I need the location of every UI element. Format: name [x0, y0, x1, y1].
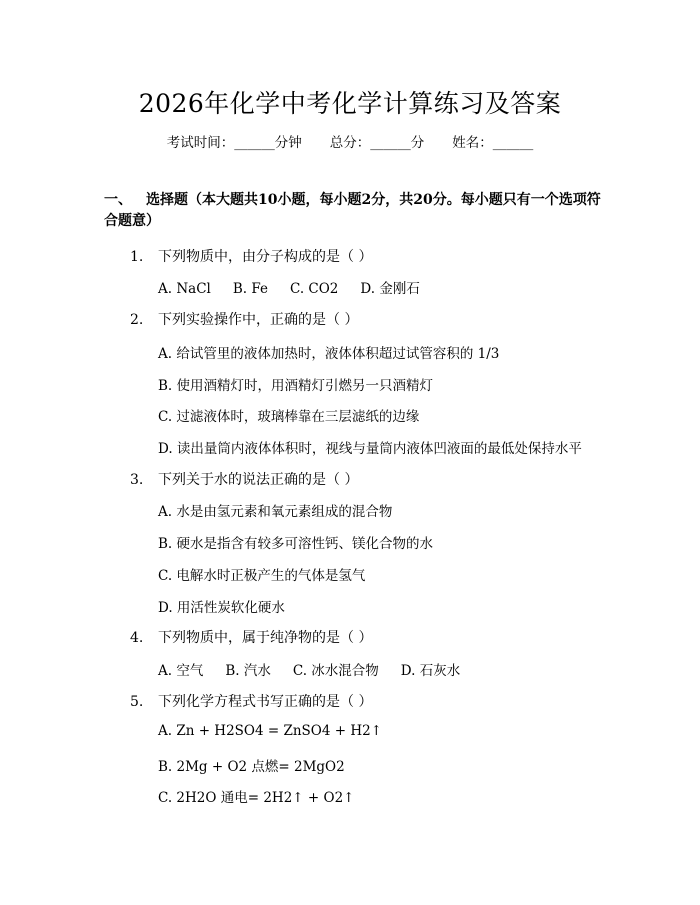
- section-heading: [104, 190, 604, 232]
- section-text: 选择题（本大题共10小题，每小题2分，共20分。每小题只有一个选项符合题意）: [104, 192, 601, 229]
- question-5-option-a: A. Zn + H2SO4 = ZnSO4 + H2↑: [158, 723, 383, 739]
- question-4-options: [158, 659, 482, 679]
- question-3-option-d: D. 用活性炭软化硬水: [158, 600, 285, 616]
- question-number: 2.: [130, 312, 144, 328]
- question-3-stem: [130, 469, 358, 489]
- option-b: B. Fe: [232, 281, 268, 297]
- document-title: 2026年化学中考化学计算练习及答案: [138, 89, 562, 118]
- option-d: D. 石灰水: [400, 663, 461, 679]
- question-2-option-a: A. 给试管里的液体加热时，液体体积超过试管容积的 1/3: [158, 346, 500, 362]
- question-number: 4.: [130, 630, 144, 646]
- question-2-option-c: C. 过滤液体时，玻璃棒靠在三层滤纸的边缘: [158, 409, 420, 425]
- student-name-field: 姓名：______: [452, 135, 534, 151]
- question-2-option-b: B. 使用酒精灯时，用酒精灯引燃另一只酒精灯: [158, 378, 434, 394]
- question-3-option-a: A. 水是由氢元素和氧元素组成的混合物: [158, 504, 393, 520]
- question-5-stem: [130, 691, 372, 711]
- question-number: 5.: [130, 694, 144, 710]
- option-c: C. CO2: [289, 281, 339, 297]
- question-1-stem: [130, 246, 372, 266]
- question-2-option-d: D. 读出量筒内液体体积时，视线与量筒内液体凹液面的最低处保持水平: [158, 441, 582, 457]
- exam-time-field: 考试时间：______分钟: [166, 135, 302, 151]
- option-c: C. 冰水混合物: [292, 663, 379, 679]
- option-d: D. 金刚石: [360, 281, 420, 297]
- question-5-option-c: C. 2H2O 通电= 2H2↑ + O2↑: [158, 790, 355, 806]
- question-3-option-b: B. 硬水是指含有较多可溶性钙、镁化合物的水: [158, 536, 434, 552]
- question-1-options: [158, 277, 442, 297]
- question-number: 1.: [130, 249, 144, 265]
- question-3-option-c: C. 电解水时正极产生的气体是氢气: [158, 568, 366, 584]
- option-a: A. 空气: [158, 663, 204, 679]
- question-text: 下列实验操作中，正确的是（ ）: [158, 312, 359, 328]
- exam-meta-line: [0, 131, 700, 151]
- question-text: 下列化学方程式书写正确的是（ ）: [158, 694, 373, 710]
- question-text: 下列物质中，由分子构成的是（ ）: [158, 249, 373, 265]
- option-b: B. 汽水: [225, 663, 271, 679]
- question-2-stem: [130, 309, 358, 329]
- question-4-stem: [130, 627, 372, 647]
- question-text: 下列关于水的说法正确的是（ ）: [158, 472, 359, 488]
- question-text: 下列物质中，属于纯净物的是（ ）: [158, 630, 373, 646]
- question-5-option-b: B. 2Mg + O2 点燃= 2MgO2: [158, 759, 345, 775]
- question-number: 3.: [130, 472, 144, 488]
- option-a: A. NaCl: [158, 281, 211, 297]
- section-number: 一、: [104, 192, 132, 208]
- total-score-field: 总分：______分: [329, 135, 425, 151]
